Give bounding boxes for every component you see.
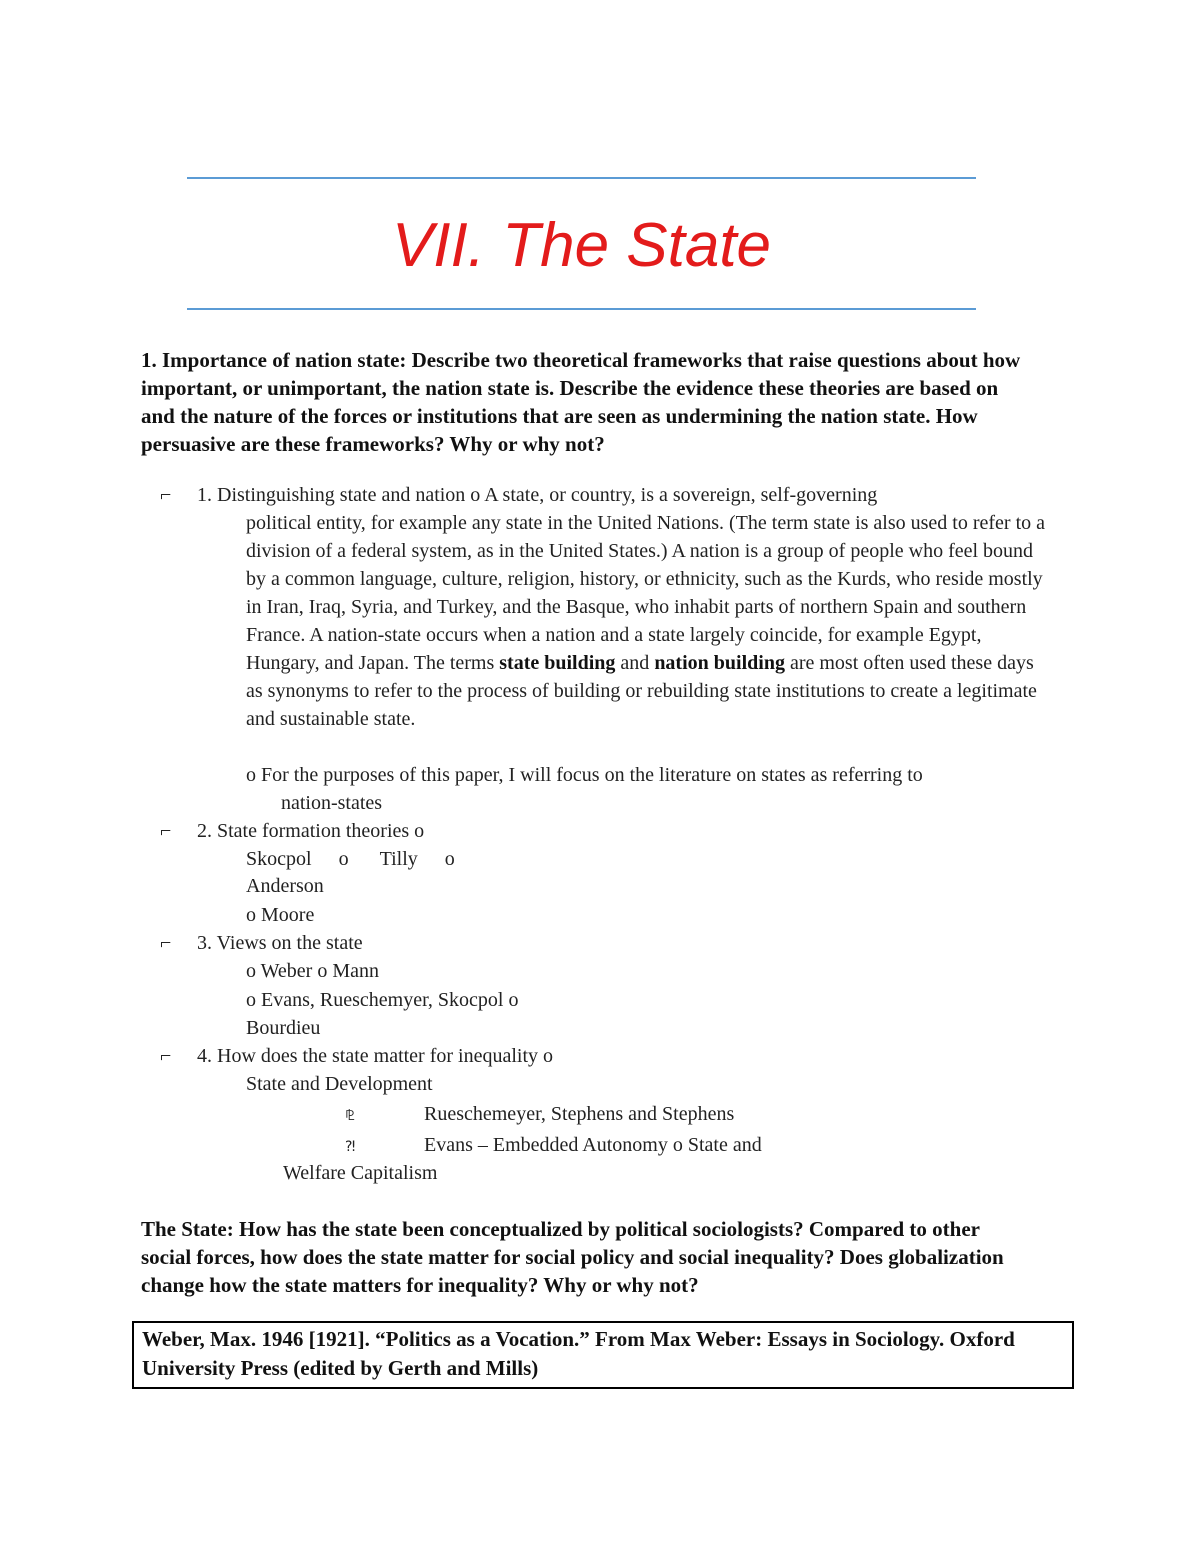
outline-item-1-paragraph [246,509,1054,733]
name-skocpol: Skocpol [246,848,312,870]
question-2: The State: How has the state been conceptualized by political sociologists? Compared to other social forces, how does the state matter for social policy and social inequality? Does globalization change how the state matters for inequality? Why or why not? [141,1217,1004,1297]
sub-2-text: Evans – Embedded Autonomy o State and [424,1134,762,1156]
bullet-o: o [444,848,455,870]
page-title: VII. The State [391,211,772,280]
outline-item-1 [160,481,877,509]
title-rule-bottom [187,308,976,310]
outline-item-4-sub-1 [345,1100,734,1130]
sub-bullet-icon: ⁈ [345,1139,356,1155]
checkbox-bullet-icon: ⌐ [160,1045,172,1067]
sub-1-text: Rueschemeyer, Stephens and Stephens [424,1103,735,1125]
outline-item-2-line-3: Anderson [246,875,324,897]
keyword-nation-building: nation building [654,652,785,674]
checkbox-bullet-icon: ⌐ [160,484,172,506]
outline-item-3-line-3: o Evans, Rueschemyer, Skocpol o [246,989,519,1011]
outline-item-3-line-2: o Weber o Mann [246,960,379,982]
name-tilly: Tilly [379,848,418,870]
outline-item-1-sub-line-2: nation-states [281,792,383,814]
outline-item-2-line-2 [246,845,455,873]
paragraph-text-b: and [615,652,655,674]
bullet-o: o [338,848,349,870]
title-rule-top [187,177,976,179]
outline-item-4-sub-2 [345,1131,762,1161]
sub-bullet-icon: ⅊ [345,1108,355,1124]
outline-item-4-line-5: Welfare Capitalism [283,1162,438,1184]
outline-item-3-heading: 3. Views on the state [197,932,363,954]
outline-item-2-line-4: o Moore [246,904,315,926]
paragraph-text-c: are most often used these days as synonyms to refer to the process of building or rebuilding state institutions to create a legitimate and sustainable state. [246,652,1037,730]
paragraph-text-a: political entity, for example any state in the United Nations. (The term state is also used to refer to a division of a federal system, as in the United States.) A nation is a group of people who feel bound by a common language, culture, religion, history, or ethnicity, such as the Kurds, who reside mostly in Iran, Iraq, Syria, and Turkey, and the Basque, who inhabit parts of northern Spain and southern France. A nation-state occurs when a nation and a state largely coincide, for example Egypt, Hungary, and Japan. The terms [246,512,1046,674]
outline-item-2 [160,817,424,845]
checkbox-bullet-icon: ⌐ [160,932,172,954]
outline-item-1-sub-line-1: o For the purposes of this paper, I will focus on the literature on states as referring to [246,764,923,786]
outline-item-4 [160,1042,553,1070]
outline-item-2-heading: 2. State formation theories o [197,820,425,842]
keyword-state-building: state building [499,652,616,674]
outline-item-3 [160,929,363,957]
outline-item-1-heading: 1. Distinguishing state and nation o A state, or country, is a sovereign, self-governing [197,484,878,506]
outline-item-3-line-4: Bourdieu [246,1017,321,1039]
outline-item-4-line-2: State and Development [246,1073,433,1095]
reference-citation-box: Weber, Max. 1946 [1921]. “Politics as a Vocation.” From Max Weber: Essays in Sociology. Oxford University Press (edited by Gerth and Mills) [132,1321,1074,1389]
outline-item-4-heading: 4. How does the state matter for inequality o [197,1045,554,1067]
checkbox-bullet-icon: ⌐ [160,820,172,842]
question-1: 1. Importance of nation state: Describe two theoretical frameworks that raise questions about how important, or unimportant, the nation state is. Describe the evidence these theories are based on and the nature of the forces or institutions that are seen as undermining the nation state. How persuasive are these frameworks? Why or why not? [141,348,1021,456]
